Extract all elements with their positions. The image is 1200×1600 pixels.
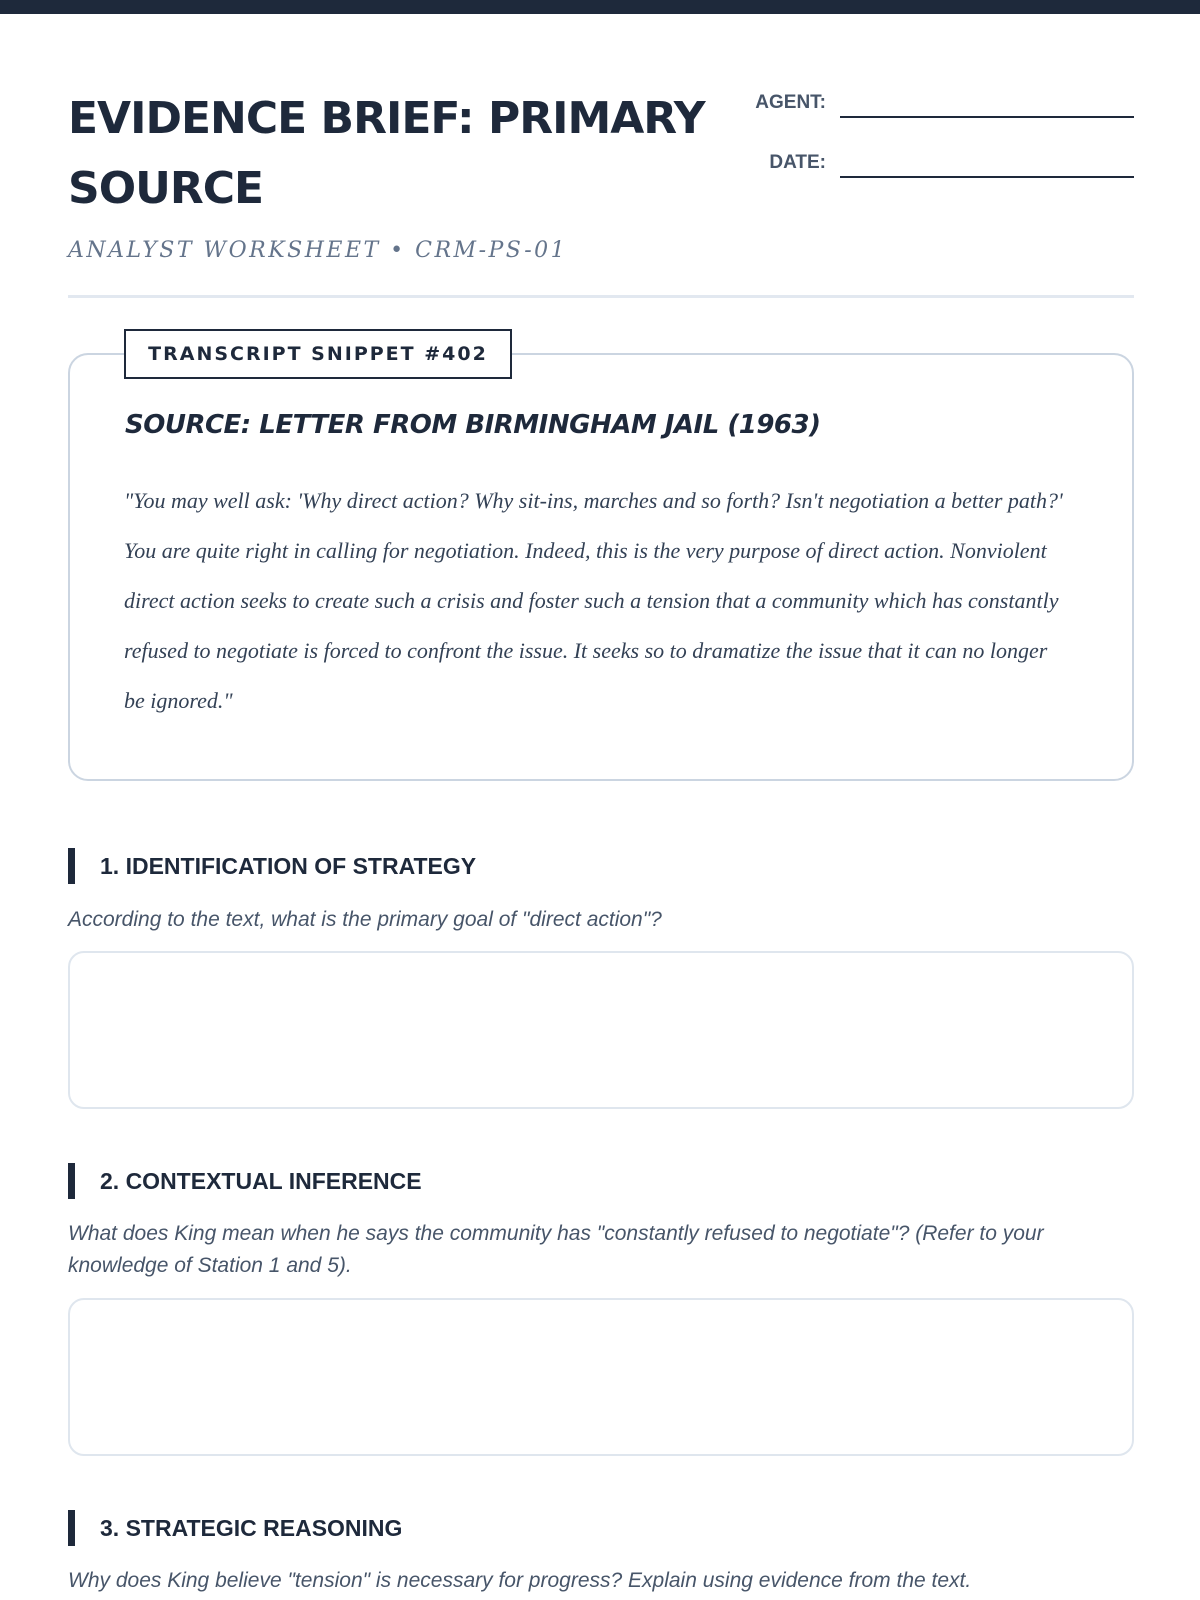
answer-box-inference[interactable] — [68, 1298, 1134, 1456]
header-divider — [68, 295, 1134, 298]
page-subtitle: ANALYST WORKSHEET • CRM-PS-01 — [68, 238, 568, 263]
agent-field — [755, 84, 1134, 118]
question-reasoning: Why does King believe "tension" is necessary for progress? Explain using evidence from the text. — [68, 1569, 972, 1592]
agent-label: AGENT: — [755, 92, 826, 113]
question-inference: What does King mean when he says the community has "constantly refused to negotiate"? (Refer to your knowledge of Station 1 and 5). — [68, 1222, 1044, 1277]
section-heading-reasoning: 3. STRATEGIC REASONING — [68, 1510, 402, 1546]
date-label: DATE: — [769, 152, 826, 173]
agent-input-line[interactable] — [840, 84, 1134, 118]
source-quote: "You may well ask: 'Why direct action? Why sit-ins, marches and so forth? Isn't negotiation a better path?' You are quite right in calling for negotiation. Indeed, this is the very purpose of direct action. Nonviolent direct action seeks to create such a crisis and foster such a tension that a community which has constantly refused to negotiate is forced to confront the issue. It seeks so to dramatize the issue that it can no longer be ignored." — [124, 488, 1063, 713]
date-field — [769, 144, 1134, 178]
page-title: EVIDENCE BRIEF: PRIMARY SOURCE — [68, 93, 705, 214]
section-heading-strategy: 1. IDENTIFICATION OF STRATEGY — [68, 848, 476, 884]
section-heading-inference: 2. CONTEXTUAL INFERENCE — [68, 1163, 422, 1199]
question-strategy: According to the text, what is the primary goal of "direct action"? — [68, 908, 662, 931]
date-input-line[interactable] — [840, 144, 1134, 178]
source-title: SOURCE: LETTER FROM BIRMINGHAM JAIL (1963) — [125, 410, 821, 440]
transcript-snippet-tag: TRANSCRIPT SNIPPET #402 — [124, 329, 512, 379]
answer-box-strategy[interactable] — [68, 951, 1134, 1109]
top-accent-bar — [0, 0, 1200, 14]
